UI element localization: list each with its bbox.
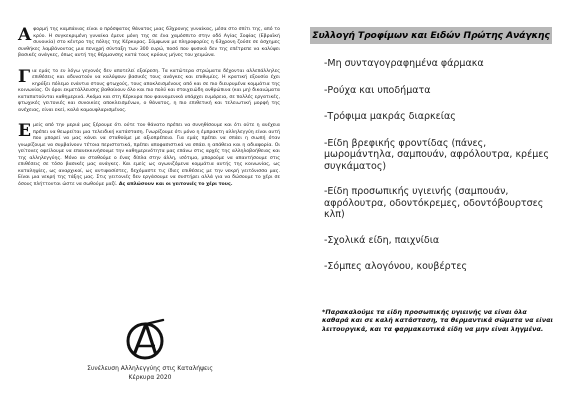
footer-place-year: Κέρκυρα 2020 — [128, 374, 172, 381]
collection-title: Συλλογή Τροφίμων και Ειδών Πρώτης Ανάγκης — [310, 27, 552, 44]
list-item: -Μη συνταγογραφημένα φάρμακα — [324, 58, 484, 69]
items-list — [324, 58, 556, 288]
paragraph-3 — [18, 123, 280, 188]
list-item: -Ρούχα και υποδήματα — [324, 84, 431, 96]
dropcap-1: Α — [18, 25, 32, 45]
paragraph-1-text: φορμή της καμπάνιας είναι ο πρόσφατος θάνατος μιας 63χρονης γυναίκας, μέσα στο σπίτι της, από το κρύο. Η συγκεκριμένη γυναίκα έμενε μόνη της σε ένα χαμόσπιτο στην οδό Αγίας Σοφίας (Εβραϊκή συνοικία) στο κέντρο της πόλης της Κέρκυρας. Σύμφωνα με πληροφορίες η 63χρονη ζούσε σε άσχημες συνθήκες λαμβάνοντας μια πενιχρή σύνταξη των 300 ευρώ, ποσό που φυσικά δεν της επέτρεπε να καλύψει βασικές ανάγκες, όπως αυτή της θέρμανσης κατά τους κρύους μήνες του χειμώνα. — [18, 27, 280, 58]
paragraph-3-bold-tail: Ας απλώσουν και οι γειτονιές το χέρι τους. — [118, 181, 233, 187]
hygiene-note: *Παρακαλούμε τα είδη προσωπικής υγιεινής να είναι όλα καθαρά και σε καλή κατάσταση, τα θερμαντικά σώματα να είναι λειτουργικά, και τα φαρμακευτικά είδη να μην είναι ληγμένα. — [322, 308, 554, 333]
paragraph-3-text: μείς από την μεριά μας ξέρουμε ότι ούτε τον θάνατο πρέπει να συνηθίσουμε και ότι ούτε η ανέχεια πρέπει να θεωρείται μια τελειδική κατάσταση. Γνωρίζουμε ότι μόνο η έμπρακτη αλληλεγγύη είναι αυτή που μπορεί να μας κάνει να σταθούμε με αξιοπρέπεια. Για εμάς πρέπει να σπάει η σιωπή όταν γνωρίζουμε να συμβαίνουν τέτοια περιστατικά, πρέπει αποφασιστικά να σπάει η απάθεια και η αδιαφορία. Οι γείτονες οφείλουμε να επανεκκινήσουμε την καθημερινότητα μας επάνω στις αρχές της αλληλοβοήθειας και της αλληλεγγύης. Μόνο αν σταθούμε ο ένας δίπλα στην άλλη, ισότιμα, μπορούμε να απαντήσουμε στις επιθέσεις σε τόσο βασικές μας ανάγκες. Και εμείς ως αγωνιζόμενα κομμάτια αυτής της κοινωνίας, ως καταληψίες, ως αναρχικοί, ως αντιφασίστες, δεχόμαστε τις ίδιες επιθέσεις με την νεκρή γειτόνισσα μας. Είναι μια νεκρή της τάξης μας. Στις γειτονιές δεν εργάσουμε να συστήρει αλλά για να δώσουμε το χέρι σε όσους πλήττονται ώστε να σωθούμε μαζί. — [18, 123, 280, 187]
paragraph-2-text: ια εμάς το εν λόγω γεγονός δεν αποτελεί εξαίρεση. Τα κατώτερα στρώματα δέχονται αλλεπάλληλες επιθέσεις και αδυνατούν να καλύψουν βασικές τους ανάγκες και επιθυμίες. Η κρατική εξουσία έχει κηρύξει πόλεμο ενάντια στους φτωχούς, τους αποκλεισμένους από και σε πιο διευρυμένα κομμάτια της κοινωνίας. Οι όροι εκμετάλλευσης βαθαίνουν όλο και πιο πολύ και στοιχειώδη ανθρώπινα (και μη) δικαιώματα καταπατούνται καθημερινά. Ακόμα και στη Κέρκυρα που φαινομενικά υπάρχει ευμάρεια, σε πολλές εργατικές, φτωχικές γειτονιές και συνοικίες αποκλεισμένων, ο θάνατος, η πιο επιθετική και τελειωτική μορφή της ανέχειας, είναι εκεί, καλά καμουφλαρισμένος. — [18, 68, 280, 113]
list-item: -Σχολικά είδη, παιχνίδια — [324, 234, 440, 246]
paragraph-1 — [18, 27, 280, 60]
left-column — [18, 27, 280, 197]
footer-organization: Συνέλευση Αλληλεγγύης στις Καταλήψεις — [87, 365, 213, 372]
dropcap-2: Γ — [18, 66, 31, 87]
list-item: -Είδη προσωπικής υγιεινής (σαμπουάν, αφρόλουτρα, οδοντόκρεμες, οδοντόβουρτσες κλπ) — [324, 186, 544, 220]
list-item: -Είδη βρεφικής φροντίδας (πάνες, μωρομάντηλα, σαμπουάν, αφρόλουτρα, κρέμες συγκάματος) — [324, 137, 549, 172]
circle-a-anarchy-icon — [125, 318, 167, 362]
list-item: -Σόμπες αλογόνου, κουβέρτες — [324, 261, 468, 272]
list-item: -Τρόφιμα μακράς διαρκείας — [324, 111, 456, 122]
dropcap-3: Ε — [18, 121, 31, 141]
paragraph-2 — [18, 66, 280, 115]
